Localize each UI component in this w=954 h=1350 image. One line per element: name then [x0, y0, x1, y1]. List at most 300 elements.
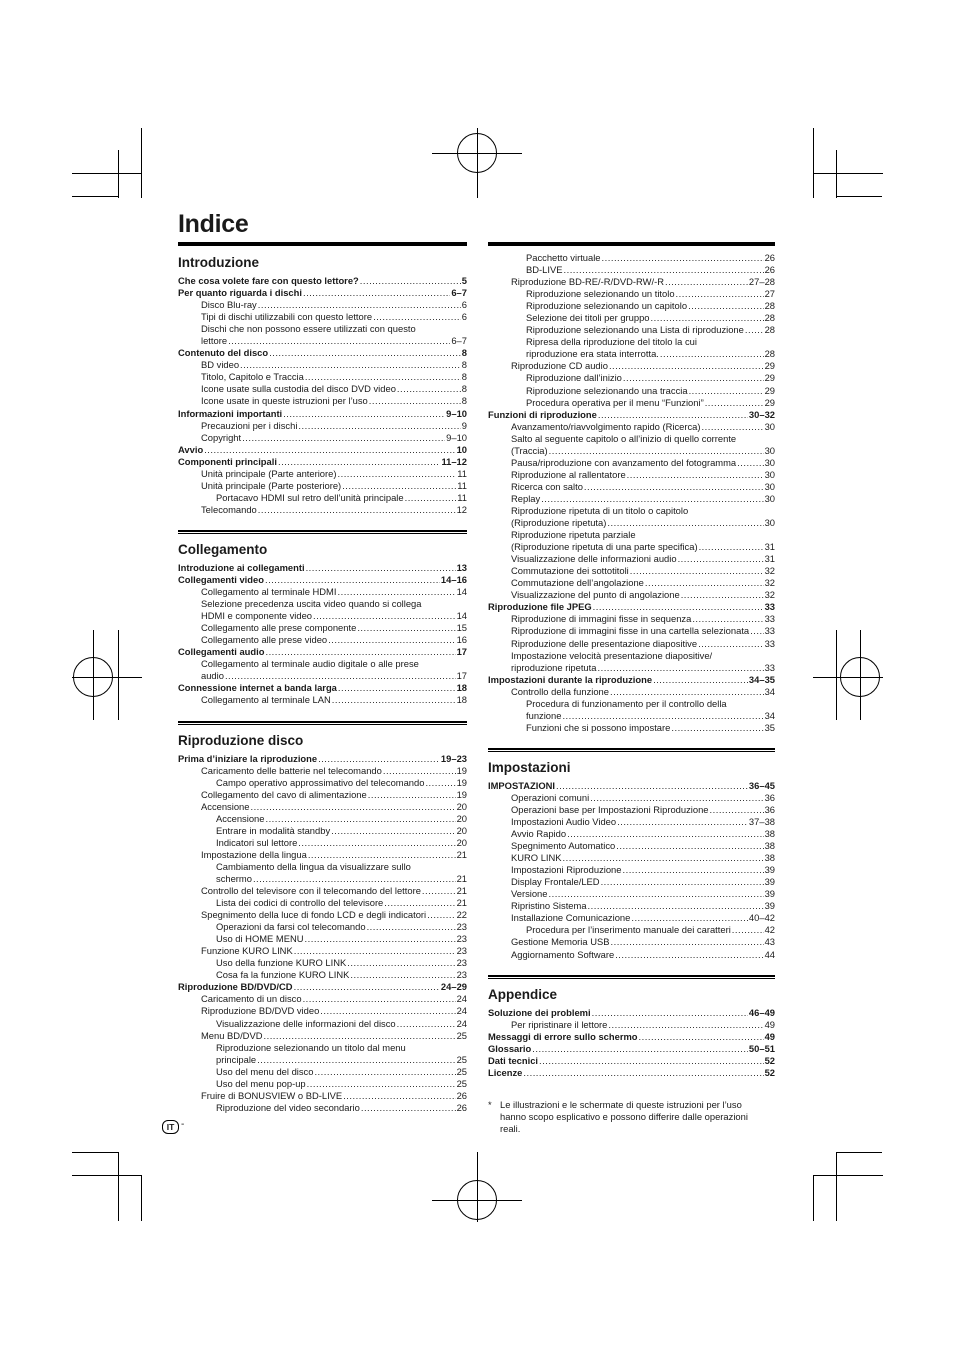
dot-leader: [331, 825, 455, 837]
toc-page-number: 25: [456, 1029, 467, 1041]
dot-leader: [750, 625, 763, 637]
toc-page-number: 23: [456, 945, 467, 957]
dot-leader: [368, 789, 456, 801]
toc-page-number: 29: [764, 372, 775, 384]
toc-chapter-entry: [178, 287, 467, 299]
dot-leader: [588, 900, 764, 912]
toc-page-number: 33: [764, 625, 775, 637]
toc-chapter-entry: [488, 1055, 775, 1067]
toc-entry-label: Collegamenti video: [178, 573, 264, 585]
toc-list: [488, 780, 775, 961]
toc-entry: [488, 469, 775, 481]
toc-page-number: 30: [764, 468, 775, 480]
toc-entry: [178, 993, 467, 1005]
dot-leader: [705, 397, 764, 409]
toc-entry: [178, 395, 467, 407]
dot-leader: [263, 1030, 455, 1042]
toc-chapter-entry: [488, 1031, 775, 1043]
dot-leader: [427, 909, 455, 921]
dot-leader: [639, 1031, 764, 1043]
toc-entry: [178, 921, 467, 933]
toc-entry: [488, 553, 775, 565]
toc-entry: [178, 909, 467, 921]
toc-entry-text: Dischi che non possono essere utilizzati con questo: [201, 323, 416, 335]
toc-chapter-entry: [178, 682, 467, 694]
section-heading: Impostazioni: [488, 759, 571, 775]
toc-chapter-entry: [178, 408, 467, 420]
toc-page-number: 22: [456, 909, 467, 921]
toc-entry: [178, 1018, 467, 1030]
toc-entry: [488, 276, 775, 288]
toc-page-number: 15: [456, 622, 467, 634]
toc-entry-label: Avanzamento/riavvolgimento rapido (Ricerca): [511, 420, 701, 432]
toc-page-number: 25: [456, 1065, 467, 1077]
section-riproduzione-disco: [178, 721, 467, 1114]
toc-entry-label: Funzioni di riproduzione: [488, 408, 597, 420]
toc-page-number: 21: [456, 897, 467, 909]
dot-leader: [265, 646, 455, 658]
toc-page-number: 50–51: [748, 1042, 775, 1054]
dot-leader: [369, 395, 461, 407]
toc-entry-label: riproduzione era stata interrotta.: [526, 348, 659, 360]
dot-leader: [338, 682, 456, 694]
toc-entry-label: Soluzione dei problemi: [488, 1006, 591, 1018]
toc-entry: [488, 625, 775, 637]
toc-page-number: 16: [456, 634, 467, 646]
toc-entry-label: Riproduzione selezionando un titolo: [526, 288, 675, 300]
toc-page-number: 26: [456, 1089, 467, 1101]
toc-entry: [178, 670, 467, 682]
toc-entry-label: Aggiornamento Software: [511, 948, 615, 960]
toc-entry: [488, 300, 775, 312]
toc-page-number: 52: [764, 1054, 775, 1066]
toc-entry-label: Impostazioni durante la riproduzione: [488, 673, 653, 685]
dot-leader: [692, 613, 763, 625]
toc-entry-label: Telecomando: [201, 503, 257, 515]
toc-entry: [178, 634, 467, 646]
toc-page-number: 20: [456, 800, 467, 812]
dot-leader: [567, 828, 763, 840]
toc-entry-label: Riproduzione di immagini fisse in sequenza: [511, 613, 692, 625]
page-number: -: [181, 1119, 185, 1130]
section-rule: [488, 975, 775, 979]
toc-entry-label: Display Frontale/LED: [511, 876, 600, 888]
toc-page-number: 23: [456, 921, 467, 933]
dot-leader: [265, 813, 455, 825]
toc-page-number: 38: [764, 852, 775, 864]
toc-entry-label: Tipi di dischi utilizzabili con questo lettore: [201, 311, 373, 323]
toc-entry-label: Spegnimento Automatico: [511, 840, 616, 852]
dot-leader: [367, 921, 456, 933]
toc-page-number: 20: [456, 836, 467, 848]
toc-page-number: 39: [764, 864, 775, 876]
toc-entry-label: Impostazioni Riproduzione: [511, 864, 622, 876]
toc-entry: [488, 710, 775, 722]
toc-entry-label: Glossario: [488, 1042, 532, 1054]
toc-entry: [488, 613, 775, 625]
toc-entry-label: Procedura operativa per il menu “Funzioni”: [526, 396, 704, 408]
toc-entry-label: HDMI e componente video: [201, 610, 312, 622]
toc-entry: [178, 1078, 467, 1090]
dot-leader: [422, 885, 456, 897]
toc-entry: [488, 722, 775, 734]
toc-page-number: 17: [456, 646, 467, 658]
toc-entry-label: Che cosa volete fare con questo lettore?: [178, 275, 359, 286]
toc-entry: [488, 864, 775, 876]
section-appendice: [488, 975, 775, 1079]
dot-leader: [337, 468, 456, 480]
toc-entry-label: Replay: [511, 492, 541, 504]
toc-page-number: 12: [456, 503, 467, 515]
dot-leader: [405, 492, 457, 504]
dot-leader: [548, 888, 763, 900]
toc-entry-label: Ripristino Sistema: [511, 900, 587, 912]
dot-leader: [678, 553, 764, 565]
toc-page-number: 8: [461, 371, 467, 383]
toc-entry-label: Installazione Comunicazione: [511, 912, 631, 924]
toc-entry-label: Disco Blu-ray: [201, 299, 257, 311]
toc-entry: [178, 420, 467, 432]
toc-list: [178, 275, 467, 516]
dot-leader: [584, 481, 764, 493]
toc-entry-label: Controllo della funzione: [511, 685, 609, 697]
toc-entry-label: Visualizzazione delle informazioni del disco: [216, 1017, 396, 1029]
dot-leader: [732, 924, 764, 936]
toc-chapter-entry: [178, 753, 467, 765]
title-rule: [488, 242, 775, 246]
toc-page-number: 40–42: [748, 912, 775, 924]
dot-leader: [541, 493, 763, 505]
toc-entry-label: Per ripristinare il lettore: [511, 1018, 608, 1030]
toc-page-number: 24: [456, 1005, 467, 1017]
toc-entry-label: Operazioni da farsi col telecomando: [216, 921, 366, 933]
dot-leader: [653, 674, 748, 686]
toc-list: [488, 1007, 775, 1079]
dot-leader: [523, 1067, 763, 1079]
dot-leader: [303, 287, 450, 299]
dot-leader: [350, 969, 455, 981]
toc-list: [178, 562, 467, 707]
toc-page-number: 24: [456, 993, 467, 1005]
dot-leader: [337, 586, 455, 598]
dot-leader: [590, 792, 763, 804]
toc-entry-text: Impostazione velocità presentazione diapositive/: [511, 649, 713, 661]
toc-entry-label: (Traccia): [511, 444, 548, 456]
toc-entry: [488, 493, 775, 505]
toc-entry: [178, 801, 467, 813]
toc-page-number: 18: [456, 694, 467, 706]
dot-leader: [623, 372, 764, 384]
dot-leader: [702, 421, 764, 433]
dot-leader: [383, 765, 456, 777]
toc-page-number: 5: [461, 275, 467, 286]
toc-entry: [488, 252, 775, 264]
toc-entry-label: Visualizzazione delle informazioni audio: [511, 553, 677, 565]
toc-page-number: 33: [764, 601, 775, 613]
toc-entry: [488, 816, 775, 828]
toc-entry-label: Licenze: [488, 1066, 523, 1078]
toc-page-number: 25: [456, 1077, 467, 1089]
dot-leader: [294, 945, 456, 957]
toc-entry: [178, 622, 467, 634]
dot-leader: [308, 849, 456, 861]
section-riproduzione-continued: [488, 252, 775, 734]
toc-entry-label: Titolo, Capitolo e Traccia: [201, 371, 304, 383]
toc-list: [178, 753, 467, 1114]
dot-leader: [283, 408, 445, 420]
toc-entry: [178, 873, 467, 885]
dot-leader: [651, 312, 764, 324]
dot-leader: [360, 275, 461, 287]
toc-entry-label: Precauzioni per i dischi: [201, 419, 298, 431]
toc-entry-label: Caricamento delle batterie nel telecomando: [201, 764, 382, 776]
toc-entry-label: Cosa fa la funzione KURO LINK: [216, 969, 350, 981]
toc-entry: [178, 432, 467, 444]
section-rule: [488, 748, 775, 752]
toc-entry-text: Ripresa della riproduzione del titolo la cui: [526, 336, 697, 348]
toc-page-number: 42: [764, 924, 775, 936]
toc-entry: [488, 445, 775, 457]
toc-page-number: 20: [456, 824, 467, 836]
dot-leader: [631, 912, 748, 924]
dot-leader: [305, 371, 461, 383]
toc-entry: [178, 933, 467, 945]
dot-leader: [562, 710, 763, 722]
toc-entry: [488, 312, 775, 324]
toc-entry-label: IMPOSTAZIONI: [488, 779, 556, 791]
toc-entry-label: Per quanto riguarda i dischi: [178, 287, 302, 299]
toc-page-number: 33: [764, 661, 775, 673]
toc-page-number: 31: [764, 553, 775, 565]
toc-entry-label: Introduzione ai collegamenti: [178, 561, 305, 573]
toc-page-number: 17: [456, 670, 467, 682]
toc-entry: [178, 359, 467, 371]
dot-leader: [347, 957, 455, 969]
footnote-marker: *: [488, 1099, 492, 1110]
dot-leader: [615, 949, 763, 961]
page-title: Indice: [178, 210, 249, 238]
toc-entry: [488, 541, 775, 553]
toc-page-number: 13: [456, 561, 467, 573]
toc-entry-text: Procedura di funzionamento per il controllo della: [526, 697, 727, 709]
dot-leader: [627, 469, 764, 481]
dot-leader: [425, 777, 455, 789]
toc-page-number: 38: [764, 840, 775, 852]
toc-page-number: 39: [764, 900, 775, 912]
dot-leader: [384, 897, 455, 909]
toc-entry-label: Entrare in modalità standby: [216, 824, 331, 836]
toc-entry: [488, 912, 775, 924]
section-collegamento: [178, 530, 467, 707]
toc-page-number: 19: [456, 764, 467, 776]
toc-page-number: 30: [764, 444, 775, 456]
toc-page-number: 19: [456, 776, 467, 788]
toc-entry: [488, 828, 775, 840]
toc-entry-label: Collegamenti audio: [178, 646, 265, 658]
toc-entry: [488, 852, 775, 864]
toc-entry-label: Riproduzione di immagini fisse in una cartella selezionata: [511, 625, 750, 637]
toc-page-number: 32: [764, 577, 775, 589]
toc-entry: [488, 565, 775, 577]
toc-entry-label: Lista dei codici di controllo del televisore: [216, 897, 384, 909]
toc-entry: [178, 957, 467, 969]
toc-entry: [488, 686, 775, 698]
toc-entry: [488, 1019, 775, 1031]
toc-page-number: 27: [764, 288, 775, 300]
toc-page-number: 6: [461, 299, 467, 311]
toc-entry-label: riproduzione ripetuta: [511, 661, 597, 673]
toc-entry: [488, 936, 775, 948]
dot-leader: [607, 517, 763, 529]
toc-entry: [488, 360, 775, 372]
toc-page-number: 14: [456, 610, 467, 622]
toc-page-number: 30: [764, 456, 775, 468]
dot-leader: [610, 936, 763, 948]
toc-entry-label: Collegamento al terminale LAN: [201, 694, 331, 706]
toc-entry: [488, 840, 775, 852]
dot-leader: [228, 335, 450, 347]
toc-entry-label: Riproduzione del video secondario: [216, 1101, 360, 1113]
toc-entry: [488, 949, 775, 961]
toc-entry: [178, 885, 467, 897]
toc-entry-label: Impostazione della lingua: [201, 848, 307, 860]
toc-entry: [488, 372, 775, 384]
toc-entry: [178, 945, 467, 957]
dot-leader: [298, 837, 455, 849]
toc-entry-label: Riproduzione BD/DVD/CD: [178, 981, 293, 993]
toc-chapter-entry: [488, 409, 775, 421]
toc-page-number: 23: [456, 933, 467, 945]
toc-entry: [488, 517, 775, 529]
toc-entry-label: Indicatori sul lettore: [216, 836, 298, 848]
toc-page-number: 9: [461, 419, 467, 431]
toc-entry-label: Contenuto del disco: [178, 347, 269, 359]
toc-page-number: 29: [764, 384, 775, 396]
dot-leader: [563, 264, 763, 276]
toc-page-number: 6: [461, 311, 467, 323]
toc-page-number: 30–32: [748, 408, 775, 420]
toc-entry-label: Avvio Rapido: [511, 828, 567, 840]
dot-leader: [269, 347, 461, 359]
toc-entry-label: Gestione Memoria USB: [511, 936, 610, 948]
dot-leader: [373, 311, 461, 323]
dot-leader: [630, 565, 764, 577]
dot-leader: [258, 504, 456, 516]
toc-chapter-entry: [488, 1067, 775, 1079]
dot-leader: [361, 1102, 456, 1114]
toc-entry: [178, 825, 467, 837]
dot-leader: [314, 1066, 455, 1078]
toc-entry: [178, 311, 467, 323]
toc-entry-label: Componenti principali: [178, 455, 277, 467]
toc-entry-label: Portacavo HDMI sul retro dell’unità principale: [216, 491, 404, 503]
toc-entry-label: BD-LIVE: [526, 264, 563, 276]
toc-entry-label: Caricamento di un disco: [201, 993, 302, 1005]
toc-entry-label: Prima d’iniziare la riproduzione: [178, 752, 318, 764]
toc-page-number: 33: [764, 637, 775, 649]
toc-page-number: 14–16: [440, 573, 467, 585]
dot-leader: [549, 445, 764, 457]
dot-leader: [622, 864, 763, 876]
dot-leader: [601, 876, 764, 888]
toc-page-number: 21: [456, 848, 467, 860]
toc-entry-label: Commutazione dell’angolazione: [511, 577, 644, 589]
toc-entry-label: Visualizzazione del punto di angolazione: [511, 589, 680, 601]
dot-leader: [556, 780, 748, 792]
toc-entry-label: Collegamento del cavo di alimentazione: [201, 788, 367, 800]
toc-entry-label: Spegnimento della luce di fondo LCD e degli indicatori: [201, 909, 427, 921]
dot-leader: [710, 804, 764, 816]
toc-entry-label: schermo: [216, 872, 252, 884]
toc-entry-label: (Riproduzione ripetuta di una parte specifica): [511, 541, 698, 553]
toc-entry-label: Impostazioni Audio Video: [511, 816, 617, 828]
toc-entry: [178, 837, 467, 849]
toc-page-number: 21: [456, 872, 467, 884]
dot-leader: [265, 574, 440, 586]
toc-entry: [178, 777, 467, 789]
toc-chapter-entry: [178, 444, 467, 456]
toc-page-number: 18: [456, 682, 467, 694]
toc-page-number: 44: [764, 948, 775, 960]
toc-page-number: 28: [764, 300, 775, 312]
dot-leader: [598, 409, 748, 421]
toc-entry-label: Uso del menu del disco: [216, 1065, 314, 1077]
toc-page-number: 49: [764, 1018, 775, 1030]
dot-leader: [225, 670, 456, 682]
dot-leader: [306, 562, 456, 574]
toc-page-number: 39: [764, 876, 775, 888]
toc-entry-label: Riproduzione selezionando un capitolo: [526, 300, 688, 312]
toc-entry-label: Accensione: [216, 812, 265, 824]
dot-leader: [318, 753, 440, 765]
dot-leader: [597, 662, 763, 674]
toc-page-number: 25: [456, 1053, 467, 1065]
dot-leader: [645, 577, 764, 589]
toc-entry: [488, 288, 775, 300]
toc-page-number: 33: [764, 613, 775, 625]
toc-entry-label: Uso della funzione KURO LINK: [216, 957, 347, 969]
toc-entry-label: BD video: [201, 359, 240, 371]
toc-entry-label: Operazioni base per Impostazioni Riproduzione: [511, 803, 709, 815]
toc-entry: [488, 924, 775, 936]
toc-entry-label: Funzioni che si possono impostare: [526, 721, 671, 733]
toc-page-number: 49: [764, 1030, 775, 1042]
dot-leader: [343, 1090, 455, 1102]
toc-page-number: 19–23: [440, 752, 467, 764]
toc-entry: [488, 577, 775, 589]
toc-entry: [488, 900, 775, 912]
toc-entry: [178, 1054, 467, 1066]
toc-entry-label: Riproduzione BD/DVD video: [201, 1005, 320, 1017]
toc-entry-text: Selezione precedenza uscita video quando si collega: [201, 598, 422, 610]
toc-chapter-entry: [178, 562, 467, 574]
toc-entry: [488, 876, 775, 888]
toc-entry: [488, 888, 775, 900]
dot-leader: [250, 801, 455, 813]
toc-entry-text: Riproduzione selezionando un titolo dal menu: [216, 1041, 406, 1053]
toc-page-number: 26: [764, 252, 775, 263]
toc-entry-label: Riproduzione BD-RE/-R/DVD-RW/-R: [511, 276, 664, 288]
toc-page-number: 31: [764, 541, 775, 553]
toc-page-number: 26: [456, 1101, 467, 1113]
toc-entry-label: KURO LINK: [511, 852, 562, 864]
toc-entry-label: Fruire di BONUSVIEW o BD-LIVE: [201, 1089, 343, 1101]
toc-left-column: [178, 255, 467, 1114]
dot-leader: [320, 1005, 455, 1017]
toc-entry: [488, 264, 775, 276]
toc-entry-label: Riproduzione selezionando una traccia: [526, 384, 688, 396]
toc-entry-label: Accensione: [201, 800, 250, 812]
